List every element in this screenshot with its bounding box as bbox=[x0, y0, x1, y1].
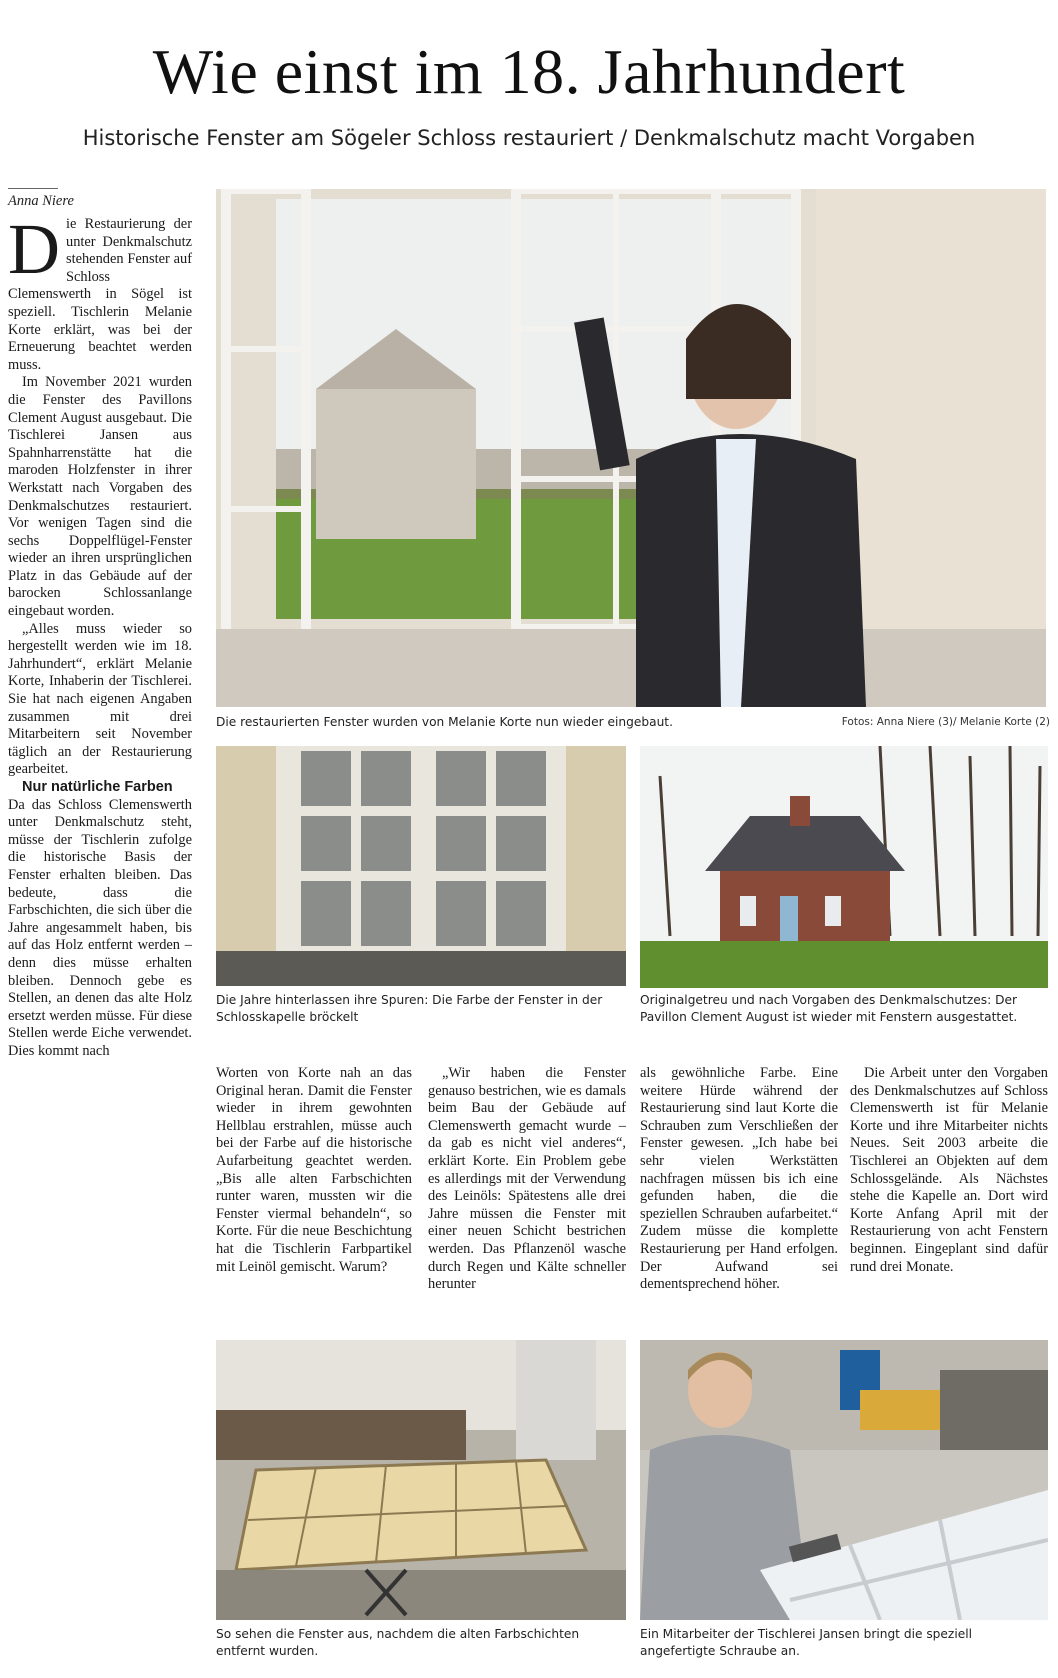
article-column-2 bbox=[216, 1065, 412, 1276]
chapel-photo-caption: Die Jahre hinterlassen ihre Spuren: Die Farbe der Fenster in der Schlosskapelle bröckelt bbox=[216, 993, 603, 1024]
paragraph: Da das Schloss Clemenswerth unter Denkmalschutz steht, müsse der Tischlerin zufolge die historische Basis der Fenster erhalten bleiben. Das bedeute, dass die Farbschichten, die sich über die Jahre angesammelt haben, bis auf das Holz entfernt werden – denn dies müsse erhalten bleiben. Dennoch gebe es Stellen, an denen das alte Holz ersetzt werden müsse. Für diese Stellen werde Eiche verwendet. Dies kommt nach bbox=[8, 796, 192, 1059]
worker-photo bbox=[640, 1340, 1048, 1620]
article-column-4 bbox=[640, 1065, 838, 1294]
byline-rule bbox=[8, 188, 58, 189]
paragraph: Worten von Korte nah an das Original heran. Damit die Fenster wieder in ihrem gewohnten Hellblau erstrahlen, müsse auch bei der Farbe auf die historische Aufarbeitung geachtet werden. „Bis alle alten Farbschichten runter waren, mussten wir die Fenster viermal behandeln“, so Korte. Für die neue Beschichtung hat die Tischlerin Farbpartikel mit Leinöl gemischt. Warum? bbox=[216, 1065, 412, 1275]
workshop-photo bbox=[216, 1340, 626, 1620]
lead-text: ie Restaurierung der unter Denkmalschutz stehenden Fenster auf Schloss Clemenswerth in Sögel ist speziell. Tischlerin Melanie Korte erklärt, was bei der Erneuerung beachtet werden muss. bbox=[8, 216, 192, 373]
paragraph: Die Arbeit unter den Vorgaben des Denkmalschutzes auf Schloss Clemenswerth ist für Melanie Korte und ihre Mitarbeiter nichts Neues. Seit 2003 arbeite die Tischlerei an Objekten auf dem Schlossgelände. Als Nächstes stehe die Kapelle an. Dort wird Korte Anfang April mit der Restaurierung von acht Fenstern beginnen. Eingeplant sind dafür rund drei Monate. bbox=[850, 1065, 1048, 1275]
lead-paragraph bbox=[8, 209, 192, 374]
paragraph: Im November 2021 wurden die Fenster des Pavillons Clement August ausgebaut. Die Tischlerei Jansen aus Spahnharrenstätte hat die maroden Holzfenster in ihrer Werkstatt nach Vorgaben des Denkmalschutzes restauriert. Vor wenigen Tagen sind die sechs Doppelflügel-Fenster wieder an ihren ursprünglichen Platz in das Gebäude auf der barocken Schlossanlange eingebaut worden. bbox=[8, 374, 192, 620]
paragraph: „Wir haben die Fenster genauso bestrichen, wie es damals beim Bau der Gebäude auf Clemenswerth gemacht wurde – da gab es nicht viel anderes“, erklärt Korte. Ein Problem gebe es allerdings mit der Verwendung des Leinöls: Spätestens alle drei Jahre müssen die Fenster mit einer neuen Schicht bestrichen werden. Das Pflanzenöl wasche durch Regen und Kälte schneller herunter bbox=[428, 1065, 626, 1293]
pavilion-photo-caption: Originalgetreu und nach Vorgaben des Denkmalschutzes: Der Pavillon Clement August ist wieder mit Fenstern ausgestattet. bbox=[640, 993, 1018, 1024]
article-column-5 bbox=[850, 1065, 1048, 1276]
pavilion-photo bbox=[640, 746, 1048, 988]
workshop-photo-caption: So sehen die Fenster aus, nachdem die alten Farbschichten entfernt wurden. bbox=[216, 1627, 580, 1658]
paragraph: „Alles muss wieder so hergestellt werden wie im 18. Jahrhundert“, erklärt Melanie Korte, Inhaberin der Tischlerei. Sie hat nach eigenen Angaben zusammen mit drei Mitarbeitern seit November täglich an der Restaurierung gearbeitet. bbox=[8, 620, 192, 778]
chapel-window-photo bbox=[216, 746, 626, 986]
author-byline: Anna Niere bbox=[8, 193, 74, 209]
dropcap-letter: D bbox=[8, 209, 60, 289]
headline: Wie einst im 18. Jahrhundert bbox=[152, 36, 906, 107]
subheadline: Historische Fenster am Sögeler Schloss restauriert / Denkmalschutz macht Vorgaben bbox=[82, 126, 976, 150]
main-photo-window bbox=[216, 189, 1046, 707]
paragraph: als gewöhnliche Farbe. Eine weitere Hürde während der Restaurierung sind laut Korte die Schrauben zum Verschließen der Fenster gewesen. „Ich habe bei sehr vielen Werkstätten nachfragen müssen bis ich eine gefunden haben, die die speziellen Schrauben aufarbeitet.“ Zudem müsse die komplette Restaurierung per Hand erfolgen. Der Aufwand sei dementsprechend höher. bbox=[640, 1065, 838, 1293]
section-subhead: Nur natürliche Farben bbox=[22, 779, 173, 795]
main-photo-caption: Die restaurierten Fenster wurden von Melanie Korte nun wieder eingebaut. bbox=[216, 715, 673, 729]
photo-credit: Fotos: Anna Niere (3)/ Melanie Korte (2) bbox=[841, 716, 1050, 728]
article-column-3 bbox=[428, 1065, 626, 1294]
article-column-1 bbox=[8, 209, 192, 1061]
worker-photo-caption: Ein Mitarbeiter der Tischlerei Jansen bringt die speziell angefertigte Schraube an. bbox=[640, 1627, 972, 1658]
